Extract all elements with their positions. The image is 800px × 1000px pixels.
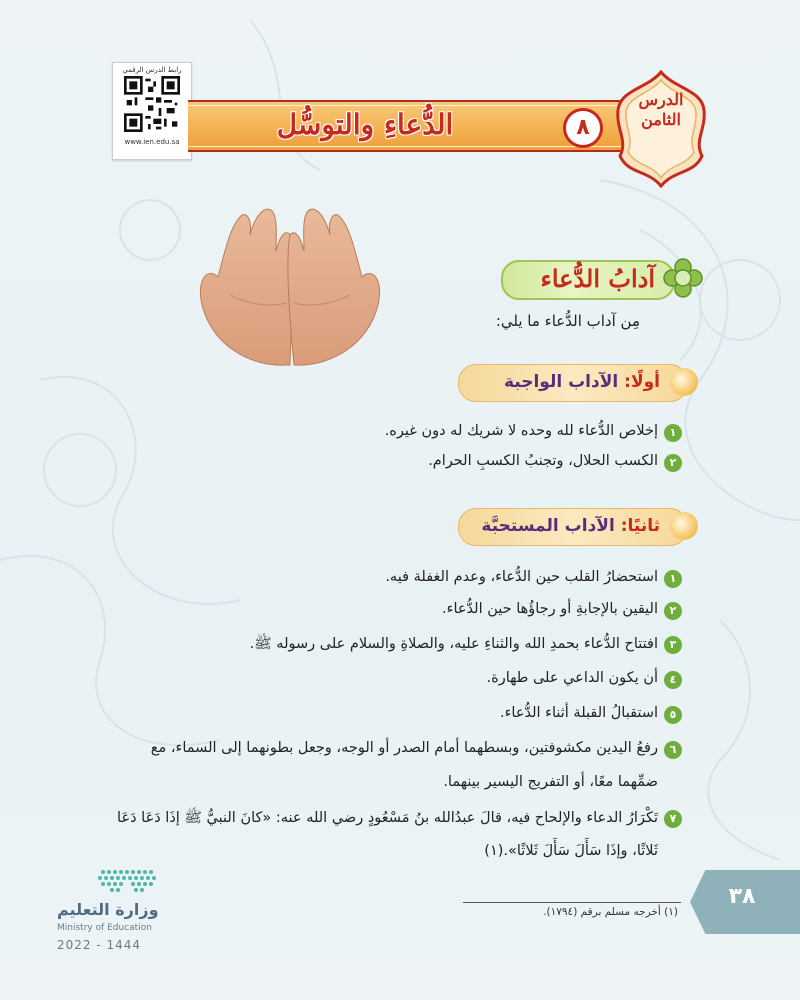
second-subheading-label: ثانيًا: [620,516,660,536]
first-subheading-dot [670,368,698,396]
badge-line-2: الثامن [641,110,681,129]
first-subheading-label: أولًا: [624,372,660,392]
list-number: ٢ [664,454,682,472]
footnote: (١) أخرجه مسلم برقم (١٧٩٤). [543,906,678,918]
digital-lesson-qr-card[interactable] [112,62,192,160]
section-intro: مِن آداب الدُّعاء ما يلي: [495,312,640,330]
list-number: ٢ [664,602,682,620]
qr-url[interactable]: www.ien.edu.sa [124,138,180,146]
list-number: ١ [664,424,682,442]
first-subheading-title: الآداب الواجبة [503,372,619,392]
lesson-title: الدُّعاءِ والتوسُّل [276,108,454,141]
page-number: ٣٨ [728,884,756,909]
section-heading [515,252,705,304]
second-subheading-title: الآداب المستحبَّة [481,516,615,536]
list-item: إخلاص الدُّعاء لله وحده لا شريك له دون غيره. [384,423,658,439]
edition-year: 2022 - 1444 [57,938,142,952]
list-number: ٥ [664,706,682,724]
list-item: الكسب الحلال، وتجنبُ الكسبِ الحرام. [428,453,658,469]
list-item: أن يكون الداعي على طهارة. [486,670,658,686]
footnote-divider [463,902,681,903]
qr-caption: رابط الدرس الرقمي [122,66,182,74]
list-item: تَكْرَارُ الدعاء والإلحاح فيه، قالَ عبدُالله بنُ مَسْعُودٍ رضي الله عنه: «كانَ النبيُّ ﷺ إذَا دَعَا دَعَا [117,810,658,826]
badge-line-1: الدرس [638,90,684,109]
list-item-continued: ضمِّهما معًا، أو التفريج اليسير بينهما. [443,774,658,790]
list-item: استقبالُ القبلة أثناء الدُّعاء. [499,705,658,721]
first-subheading [504,364,660,400]
lesson-badge-text [614,90,708,130]
second-subheading [481,508,660,544]
lesson-number: ٨ [563,108,603,148]
list-item: استحضارُ القلب حين الدُّعاء، وعدم الغفلة فيه. [385,569,658,585]
flower-ornament-icon [663,258,703,298]
list-number: ٣ [664,636,682,654]
ministry-name-arabic: وزارة التعليم [57,900,159,919]
list-item-continued: ثَلاثًا، وإذَا سَأَلَ سَأَلَ ثَلاثًا».(١) [484,843,658,859]
section-heading-text: آدابُ الدُّعاء [540,264,655,293]
list-number: ٤ [664,671,682,689]
list-number: ٦ [664,741,682,759]
list-number: ١ [664,570,682,588]
qr-code-icon [124,76,180,132]
praying-hands-image [190,195,390,375]
list-item: اليقين بالإجابةِ أو رجاؤُها حين الدُّعاء. [442,601,658,617]
second-subheading-dot [670,512,698,540]
list-number: ٧ [664,810,682,828]
list-item: رفعُ اليدين مكشوفتين، وبسطهما أمام الصدر أو الوجه، وجعل بطونهما إلى السماء، مع [150,740,658,756]
ministry-name-english: Ministry of Education [57,923,152,933]
list-item: افتتاح الدُّعاء بحمدِ الله والثناءِ عليه، والصلاةِ والسلام على رسوله ﷺ. [249,636,658,652]
